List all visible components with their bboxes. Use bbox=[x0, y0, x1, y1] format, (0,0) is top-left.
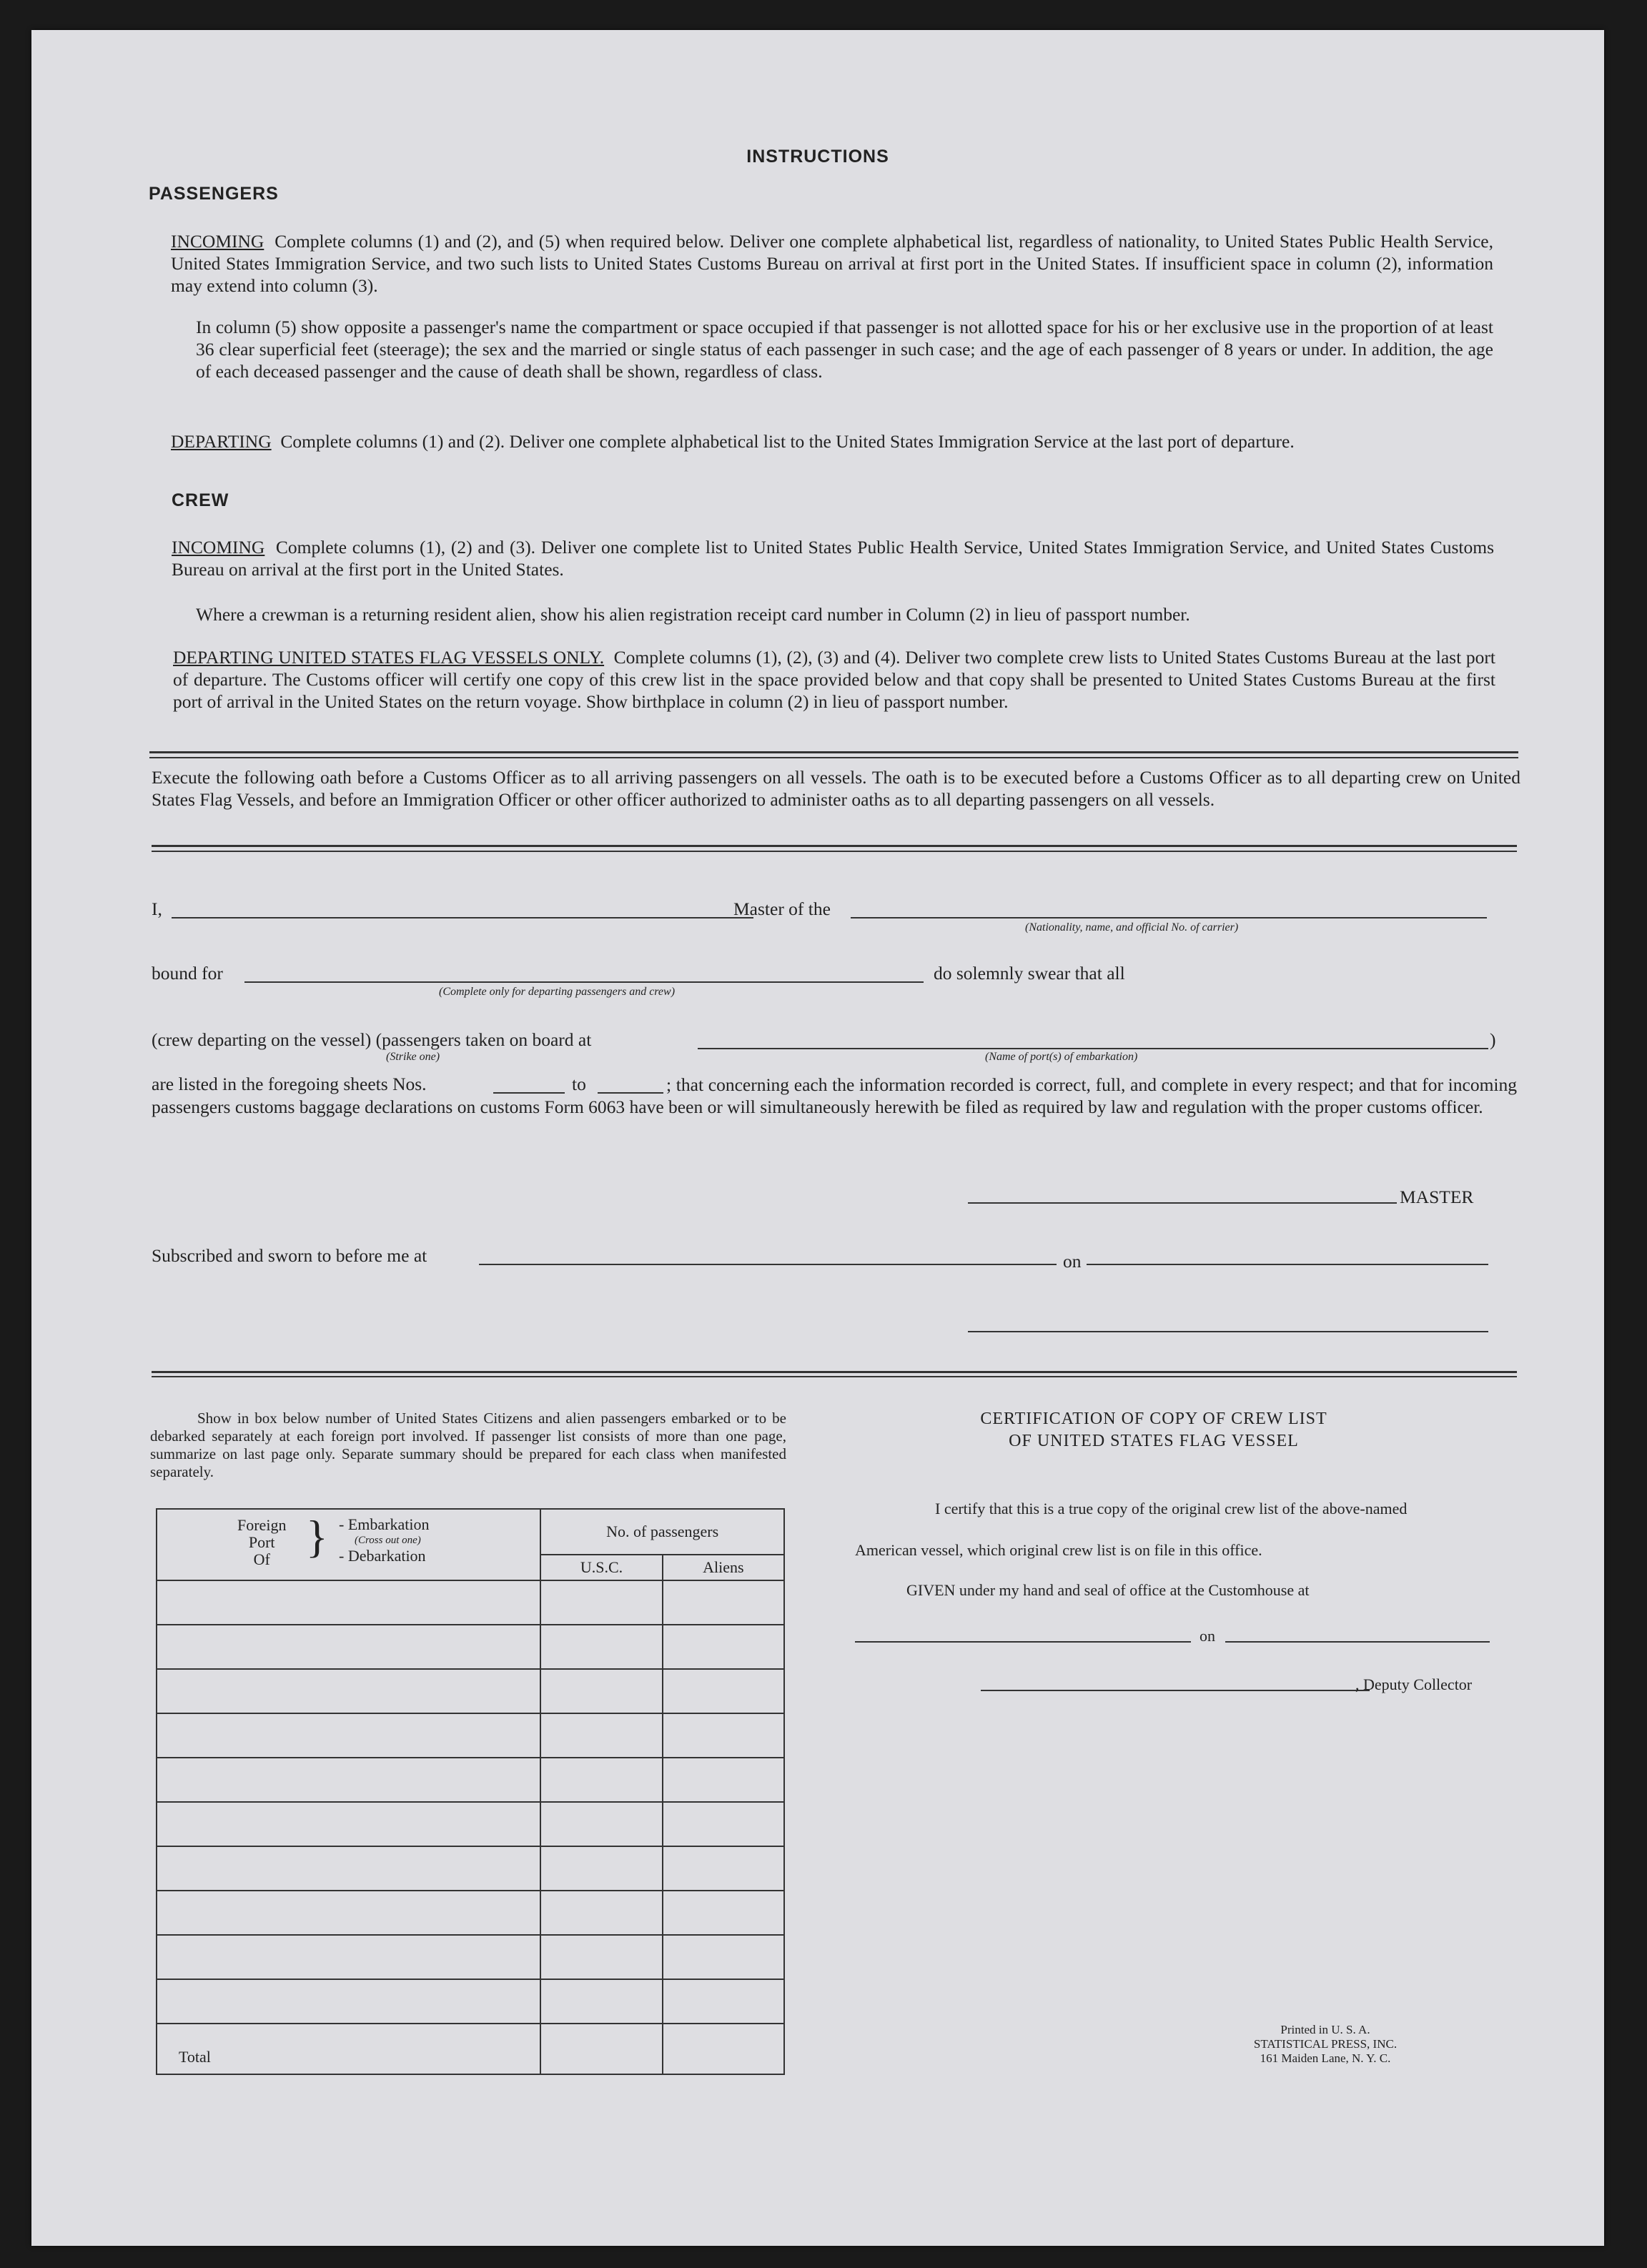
port-cell[interactable] bbox=[157, 1802, 540, 1846]
i-label: I, bbox=[152, 898, 162, 919]
bound-for-label: bound for bbox=[152, 963, 223, 984]
port-embarkation-field[interactable] bbox=[698, 1048, 1488, 1049]
port-cell[interactable] bbox=[157, 1758, 540, 1802]
aliens-cell[interactable] bbox=[663, 1713, 784, 1758]
passengers-departing-paragraph bbox=[171, 430, 1493, 452]
usc-header: U.S.C. bbox=[540, 1555, 662, 1580]
crew-incoming-label: INCOMING bbox=[172, 537, 265, 558]
port-cell[interactable] bbox=[157, 1846, 540, 1891]
passenger-summary-table bbox=[156, 1508, 785, 2075]
debarkation-label[interactable]: - Debarkation bbox=[339, 1547, 426, 1565]
column5-paragraph: In column (5) show opposite a passenger's name the compartment or space occupied if that passenger is not allotted space for his or her exclusive use in the proportion of at least 36 clear superficial feet (steerage); the sex and the married or single status of each passenger in such case; and the age of each passenger of 8 years or under. In addition, the age of each deceased passenger and the cause of death shall be shown, regardless of class. bbox=[196, 317, 1493, 382]
master-name-field[interactable] bbox=[172, 917, 753, 918]
port-cell[interactable] bbox=[157, 1713, 540, 1758]
sworn-place-field[interactable] bbox=[479, 1264, 1057, 1265]
crew-incoming-text: Complete columns (1), (2) and (3). Deliver one complete list to United States Public Health Service, United States Immigration Service, and United States Customs Bureau on arrival at the first port in the United States. bbox=[172, 537, 1495, 580]
oath-divider bbox=[152, 845, 1517, 847]
crew-heading: CREW bbox=[172, 490, 229, 510]
certification-heading-line2: OF UNITED STATES FLAG VESSEL bbox=[1009, 1432, 1299, 1450]
table-row bbox=[157, 1846, 784, 1891]
oath-intro: Execute the following oath before a Customs Officer as to all arriving passengers on all vessels. The oath is to be executed before a Customs Officer as to all departing crew on United States Flag Vessels, and before an Immigration Officer or other officer authorized to administer oaths as to all departing passengers on all vessels. bbox=[152, 767, 1520, 810]
master-signature-line[interactable] bbox=[968, 1202, 1397, 1204]
crew-departing-paragraph bbox=[173, 646, 1495, 713]
usc-total-cell[interactable] bbox=[540, 2024, 662, 2074]
certification-date-field[interactable] bbox=[1225, 1641, 1490, 1643]
strike-one-caption: (Strike one) bbox=[386, 1051, 440, 1063]
carrier-field[interactable] bbox=[851, 917, 1487, 918]
aliens-cell[interactable] bbox=[663, 1935, 784, 1979]
passengers-incoming-text: Complete columns (1) and (2), and (5) when required below. Deliver one complete alphabetical list, regardless of nationality, to United States Public Health Service, United States Immigration Service, and two such lists to United States Customs Bureau on arrival at first port in the United States. If insufficient space in column (2), information may extend into column (3). bbox=[171, 231, 1494, 296]
deputy-collector-label: , Deputy Collector bbox=[1355, 1675, 1473, 1693]
usc-cell[interactable] bbox=[540, 1669, 662, 1713]
aliens-header: Aliens bbox=[663, 1555, 784, 1580]
sworn-date-field[interactable] bbox=[1087, 1264, 1488, 1265]
table-row bbox=[157, 1979, 784, 2024]
aliens-cell[interactable] bbox=[663, 1846, 784, 1891]
aliens-cell[interactable] bbox=[663, 1802, 784, 1846]
certification-heading-line1: CERTIFICATION OF COPY OF CREW LIST bbox=[980, 1410, 1327, 1428]
usc-cell[interactable] bbox=[540, 1713, 662, 1758]
table-row bbox=[157, 1713, 784, 1758]
aliens-cell[interactable] bbox=[663, 1979, 784, 2024]
oath-divider bbox=[152, 851, 1517, 852]
passengers-incoming-paragraph bbox=[171, 230, 1493, 297]
port-cell[interactable] bbox=[157, 1935, 540, 1979]
usc-cell[interactable] bbox=[540, 1891, 662, 1935]
brace-icon: } bbox=[306, 1511, 328, 1562]
port-cell[interactable] bbox=[157, 1625, 540, 1669]
printer-line2: STATISTICAL PRESS, INC. bbox=[1253, 2037, 1398, 2051]
bound-for-field[interactable] bbox=[244, 981, 924, 983]
passengers-departing-label: DEPARTING bbox=[171, 431, 272, 452]
total-row bbox=[157, 2024, 784, 2074]
oath-body: ; that concerning each the information recorded is correct, full, and complete in every respect; and that for incoming passengers customs baggage declarations on customs Form 6063 have been or will simultaneously herewith be filed as required by law and regulation with the proper customs officer. bbox=[152, 1074, 1517, 1117]
aliens-cell[interactable] bbox=[663, 1758, 784, 1802]
crew-resident-paragraph: Where a crewman is a returning resident alien, show his alien registration receipt card number in Column (2) in lieu of passport number. bbox=[196, 604, 1190, 625]
cross-out-caption: (Cross out one) bbox=[355, 1535, 421, 1546]
table-row bbox=[157, 1891, 784, 1935]
printer-imprint bbox=[1225, 2023, 1425, 2066]
table-row bbox=[157, 1669, 784, 1713]
form-page bbox=[31, 30, 1604, 2246]
port-label: Port bbox=[248, 1533, 275, 1551]
aliens-cell[interactable] bbox=[663, 1669, 784, 1713]
usc-cell[interactable] bbox=[540, 1846, 662, 1891]
crew-departing-label-line: (crew departing on the vessel) (passengers taken on board at bbox=[152, 1029, 592, 1050]
usc-cell[interactable] bbox=[540, 1625, 662, 1669]
page-title: INSTRUCTIONS bbox=[746, 147, 889, 167]
foreign-label: Foreign bbox=[237, 1516, 287, 1534]
printer-line3: 161 Maiden Lane, N. Y. C. bbox=[1260, 2051, 1391, 2065]
deputy-collector-signature-line[interactable] bbox=[981, 1690, 1370, 1691]
passengers-heading: PASSENGERS bbox=[149, 184, 279, 204]
certify-text-1: I certify that this is a true copy of the original crew list of the above-named bbox=[935, 1500, 1408, 1517]
usc-cell[interactable] bbox=[540, 1580, 662, 1625]
usc-cell[interactable] bbox=[540, 1979, 662, 2024]
master-label: MASTER bbox=[1400, 1187, 1474, 1207]
table-row bbox=[157, 1625, 784, 1669]
subscribed-label: Subscribed and sworn to before me at bbox=[152, 1245, 427, 1266]
aliens-cell[interactable] bbox=[663, 1580, 784, 1625]
section-divider bbox=[149, 757, 1518, 758]
port-cell[interactable] bbox=[157, 1891, 540, 1935]
foreign-port-header bbox=[157, 1509, 540, 1580]
table-header-row bbox=[157, 1509, 784, 1555]
table-row bbox=[157, 1802, 784, 1846]
crew-departing-label: DEPARTING UNITED STATES FLAG VESSELS ONLY. bbox=[173, 647, 605, 668]
port-cell[interactable] bbox=[157, 1669, 540, 1713]
crew-incoming-paragraph bbox=[172, 536, 1494, 580]
table-row bbox=[157, 1580, 784, 1625]
officer-signature-line[interactable] bbox=[968, 1331, 1488, 1332]
nationality-caption: (Nationality, name, and official No. of carrier) bbox=[1025, 921, 1239, 934]
crew-departing-text: Complete columns (1), (2), (3) and (4). Deliver two complete crew lists to United States Customs Bureau at the last port of departure. The Customs officer will certify one copy of this crew list in the space provided below and that copy shall be presented to United States Customs Bureau at the first port of arrival in the United States on the return voyage. Show birthplace in column (2) in lieu of passport number. bbox=[173, 647, 1495, 712]
usc-cell[interactable] bbox=[540, 1935, 662, 1979]
aliens-total-cell[interactable] bbox=[663, 2024, 784, 2074]
port-cell[interactable] bbox=[157, 1979, 540, 2024]
usc-cell[interactable] bbox=[540, 1802, 662, 1846]
passenger-box-instructions: Show in box below number of United States Citizens and alien passengers embarked or to be debarked separately at each foreign port involved. If passenger list consists of more than one page, summarize on last page only. Separate summary should be prepared for each class when manifested separately. bbox=[150, 1410, 786, 1480]
master-of-label: Master of the bbox=[733, 898, 831, 919]
total-label: Total bbox=[157, 2024, 540, 2074]
aliens-cell[interactable] bbox=[663, 1625, 784, 1669]
section-divider bbox=[149, 751, 1518, 753]
passengers-incoming-label: INCOMING bbox=[171, 231, 264, 252]
aliens-cell[interactable] bbox=[663, 1891, 784, 1935]
port-cell[interactable] bbox=[157, 1580, 540, 1625]
table-row bbox=[157, 1935, 784, 1979]
no-of-passengers-header: No. of passengers bbox=[540, 1509, 784, 1555]
certification-heading bbox=[886, 1408, 1422, 1452]
usc-cell[interactable] bbox=[540, 1758, 662, 1802]
lower-divider bbox=[152, 1376, 1517, 1377]
certification-on-label: on bbox=[1200, 1627, 1215, 1645]
embarkation-label[interactable]: - Embarkation bbox=[339, 1515, 430, 1533]
of-label: Of bbox=[253, 1550, 270, 1568]
departing-only-caption: (Complete only for departing passengers and crew) bbox=[439, 986, 676, 998]
sworn-on-label: on bbox=[1063, 1251, 1082, 1272]
to-label: to bbox=[572, 1074, 586, 1094]
port-embarkation-caption: (Name of port(s) of embarkation) bbox=[985, 1051, 1138, 1063]
certify-text-2: American vessel, which original crew list is on file in this office. bbox=[855, 1541, 1262, 1559]
customhouse-field[interactable] bbox=[855, 1641, 1191, 1643]
given-text: GIVEN under my hand and seal of office at the Customhouse at bbox=[906, 1581, 1310, 1599]
closing-paren: ) bbox=[1490, 1029, 1496, 1050]
sheets-label: are listed in the foregoing sheets Nos. bbox=[152, 1074, 427, 1094]
printer-line1: Printed in U. S. A. bbox=[1280, 2023, 1370, 2036]
table-row bbox=[157, 1758, 784, 1802]
swear-label: do solemnly swear that all bbox=[934, 963, 1125, 984]
passengers-departing-text: Complete columns (1) and (2). Deliver one complete alphabetical list to the United States Immigration Service at the last port of departure. bbox=[280, 431, 1295, 452]
lower-divider bbox=[152, 1371, 1517, 1373]
